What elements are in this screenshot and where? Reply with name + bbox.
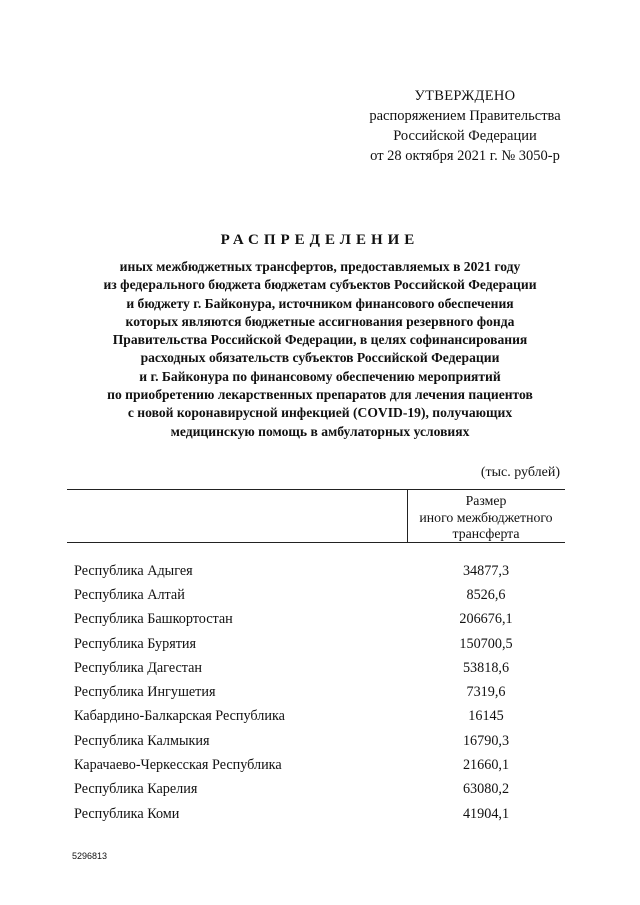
subtitle-line: которых являются бюджетные ассигнования резервного фонда [125,313,515,329]
subtitle-line: из федерального бюджета бюджетам субъектов Российской Федерации [103,277,537,293]
document-number: 5296813 [72,851,108,861]
header-line: Размер [465,493,507,508]
subtitle-line: иных межбюджетных трансфертов, предоставляемых в 2021 году [119,259,521,274]
subtitle-line: с новой коронавирусной инфекцией (COVID-19), получающих [127,405,513,421]
value-column-header [407,493,565,543]
transfer-value: 41904,1 [462,805,510,822]
approval-line-1: распоряжением Правительства [369,108,561,124]
document-title: РАСПРЕДЕЛЕНИЕ [220,232,420,248]
approval-line-2: Российской Федерации [393,128,537,144]
table-row [67,608,565,632]
subtitle-line: и г. Байконура по финансовому обеспечению мероприятий [139,368,501,384]
subtitle-line: по приобретению лекарственных препаратов для лечения пациентов [107,387,533,403]
table-body [67,559,565,826]
approval-block [320,86,610,166]
region-name: Карачаево-Черкесская Республика [74,757,282,774]
transfer-value: 53818,6 [462,659,510,676]
table-row [67,705,565,729]
region-name: Республика Башкортостан [74,611,233,628]
region-name: Республика Алтай [74,586,185,603]
header-line: иного межбюджетного [419,509,553,525]
subtitle-line: Правительства Российской Федерации, в целях софинансирования [112,332,528,348]
region-name: Республика Карелия [74,781,198,798]
subtitle-line: расходных обязательств субъектов Российской Федерации [140,350,500,366]
approval-line-3: от 28 октября 2021 г. № 3050-р [370,148,560,164]
document-subtitle [40,258,600,441]
region-name: Республика Коми [74,805,180,822]
region-name: Республика Адыгея [74,562,193,579]
transfer-value: 21660,1 [462,757,510,774]
table-row [67,778,565,802]
distribution-table [67,489,565,826]
region-name: Республика Дагестан [74,659,203,676]
table-row [67,656,565,680]
transfer-value: 16790,3 [462,732,510,749]
table-row [67,802,565,826]
region-name: Республика Ингушетия [74,684,216,701]
table-row [67,729,565,753]
subtitle-line: медицинскую помощь в амбулаторных условиях [170,423,470,439]
table-row [67,680,565,704]
transfer-value: 206676,1 [459,611,513,628]
transfer-value: 7319,6 [466,684,506,701]
region-name: Республика Бурятия [74,635,197,652]
table-row [67,632,565,656]
subtitle-line: и бюджету г. Байконура, источником финансового обеспечения [126,295,514,311]
transfer-value: 34877,3 [462,562,510,579]
transfer-value: 8526,6 [466,586,506,603]
transfer-value: 150700,5 [459,635,513,652]
table-row [67,583,565,607]
table-header [67,489,565,543]
units-label: (тыс. рублей) [480,465,560,480]
table-row [67,559,565,583]
approval-heading: УТВЕРЖДЕНО [414,88,516,104]
transfer-value: 63080,2 [462,781,510,798]
region-name: Кабардино-Балкарская Республика [74,708,285,725]
region-name: Республика Калмыкия [74,732,210,749]
header-line: трансферта [452,526,520,541]
transfer-value: 16145 [468,708,504,725]
table-row [67,753,565,777]
